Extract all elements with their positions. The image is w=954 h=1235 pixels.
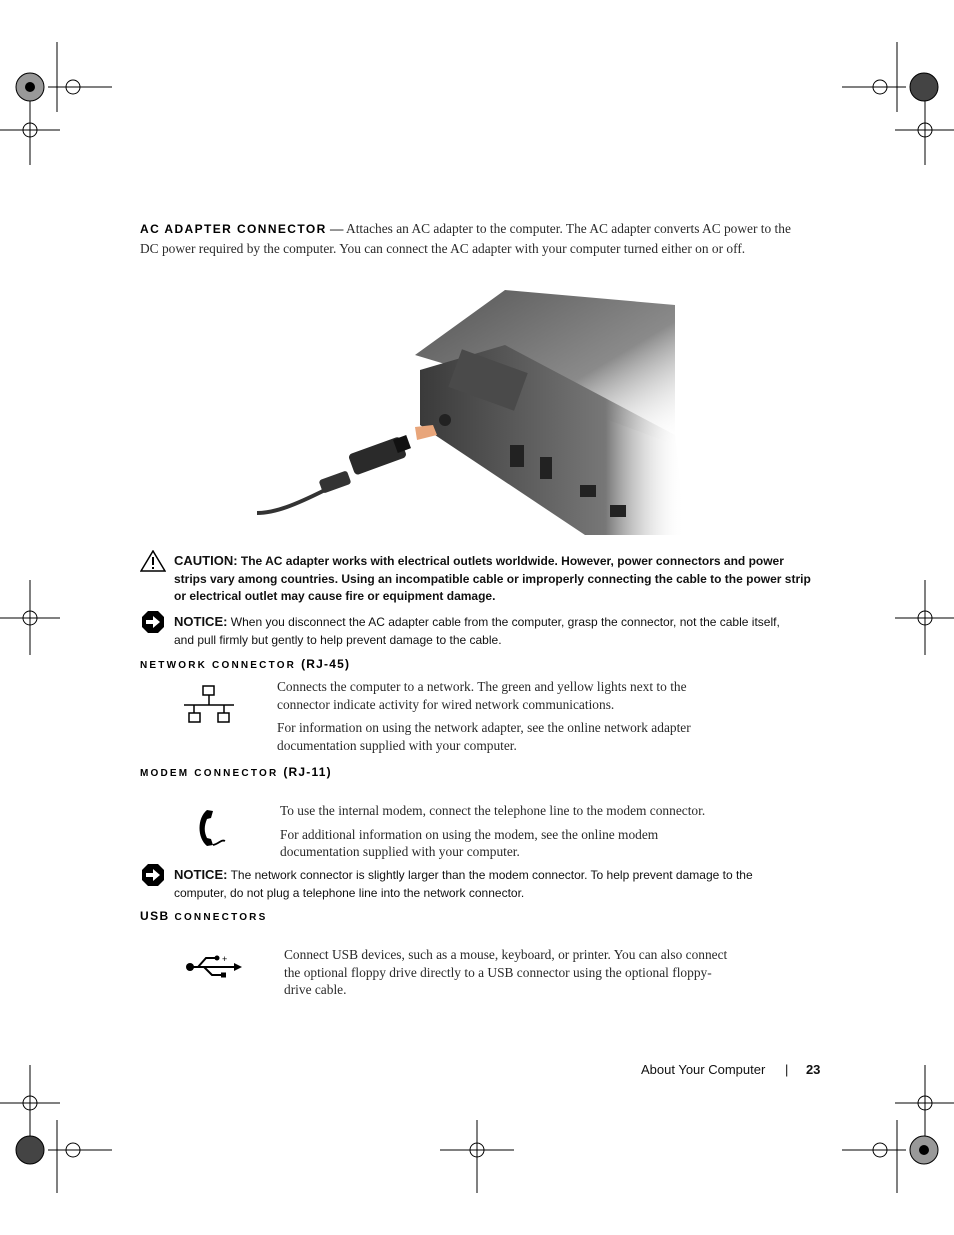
caution-block [174, 552, 824, 606]
ac-adapter-heading: AC ADAPTER CONNECTOR [140, 222, 327, 236]
modem-p2-line1: For additional information on using the modem, see the online modem [280, 826, 659, 842]
footer-section-title: About Your Computer [641, 1062, 766, 1077]
caution-line2: strips vary among countries. Using an incompatible cable or improperly connecting the cable to the power strip [174, 571, 811, 586]
ac-adapter-illustration [255, 285, 695, 545]
modem-p2-line2: documentation supplied with your computer. [280, 844, 520, 859]
network-p2-line1: For information on using the network adapter, see the online network adapter [277, 720, 691, 735]
network-icon [183, 685, 235, 725]
insertion-arrow [415, 425, 437, 440]
usb-icon [184, 954, 244, 980]
usb-port-2 [610, 505, 626, 517]
network-p1-line2: connector indicate activity for wired network communications. [277, 696, 615, 712]
notice1-line1: When you disconnect the AC adapter cable from the computer, grasp the connector, not the cable itself, [230, 615, 780, 629]
notice2-line1: The network connector is slightly larger than the modem connector. To help prevent damage to the [230, 868, 753, 882]
usb-line2: the optional floppy drive directly to a USB connector using the optional floppy- [284, 964, 712, 980]
page-footer [641, 1062, 820, 1077]
adapter-cable [257, 490, 325, 513]
ac-adapter-section [140, 220, 830, 257]
notice1-line2: and pull firmly but gently to help prevent damage to the cable. [174, 632, 502, 647]
notice-block-2 [174, 866, 824, 902]
usb-description [284, 946, 774, 999]
ac-text-line1: Attaches an AC adapter to the computer. The AC adapter converts AC power to the [346, 221, 791, 236]
network-port [510, 445, 524, 467]
modem-port [540, 457, 552, 479]
modem-p1: To use the internal modem, connect the telephone line to the modem connector. [280, 803, 706, 818]
network-heading: NETWORK CONNECTOR (RJ-45) [140, 657, 351, 671]
network-p2-line2: documentation supplied with your computer. [277, 737, 517, 753]
network-description [277, 678, 747, 754]
footer-separator: | [784, 1062, 789, 1077]
modem-heading: MODEM CONNECTOR (RJ-11) [140, 765, 332, 779]
notice2-label: NOTICE: [174, 867, 228, 882]
modem-description [280, 802, 760, 861]
usb-port-1 [580, 485, 596, 497]
notice1-label: NOTICE: [174, 614, 228, 629]
power-jack [439, 414, 451, 426]
caution-line1: The AC adapter works with electrical outlets worldwide. However, power connectors and power [240, 554, 784, 568]
telephone-icon [193, 808, 227, 848]
ac-text-line2: DC power required by the computer. You can connect the AC adapter with your computer turned either on or off. [140, 240, 746, 256]
notice2-line2: computer, do not plug a telephone line into the network connector. [174, 885, 525, 900]
usb-line3: drive cable. [284, 982, 347, 997]
caution-label: CAUTION: [174, 553, 238, 568]
notice-arrow-icon [141, 610, 165, 634]
usb-line1: Connect USB devices, such as a mouse, keyboard, or printer. You can also connect [284, 947, 728, 962]
ac-dash: — [330, 221, 344, 236]
page-number: 23 [805, 1062, 821, 1077]
notice-block-1 [174, 613, 824, 649]
notice-arrow-icon-2 [141, 863, 165, 887]
network-p1-line1: Connects the computer to a network. The green and yellow lights next to the [277, 679, 687, 694]
usb-heading: USB CONNECTORS [140, 909, 268, 923]
ac-plug [319, 435, 411, 494]
svg-text:+: + [222, 954, 228, 964]
caution-line3: or electrical outlet may cause fire or equipment damage. [174, 589, 496, 603]
warning-triangle-icon [140, 550, 166, 572]
